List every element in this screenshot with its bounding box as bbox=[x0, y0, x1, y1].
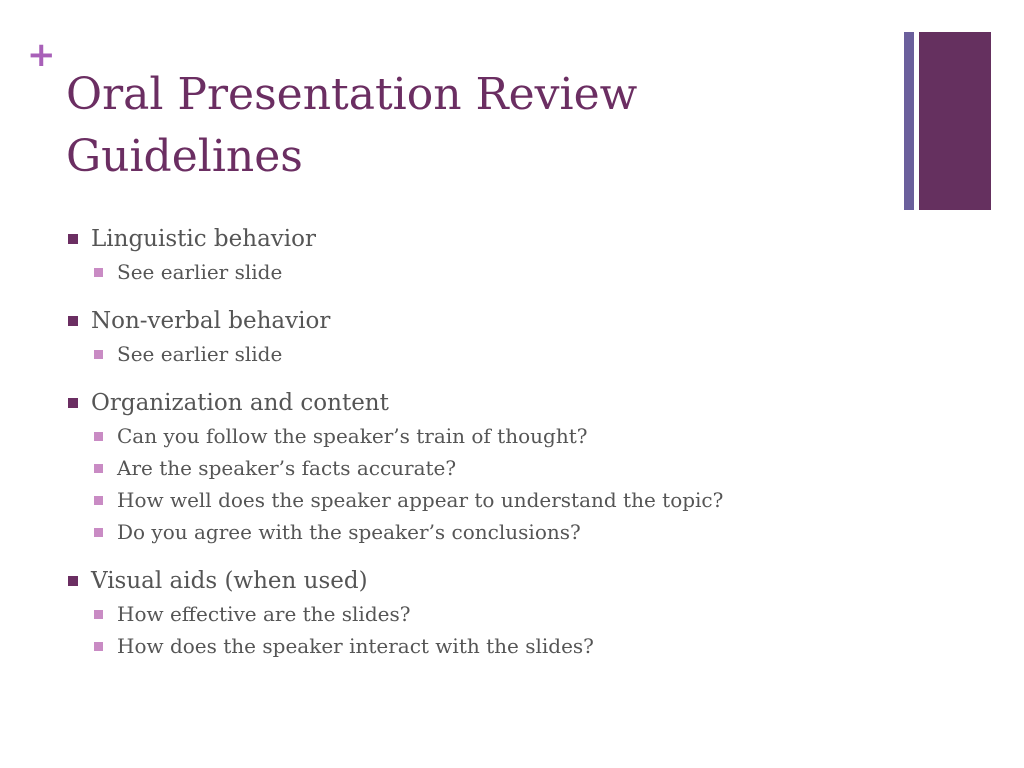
bullet-list bbox=[68, 222, 948, 678]
level2-text: Are the speaker’s facts accurate? bbox=[117, 456, 457, 480]
plus-icon: + bbox=[27, 35, 56, 75]
level1-text: Linguistic behavior bbox=[91, 226, 316, 252]
section-visual-aids bbox=[68, 564, 948, 662]
level2-item bbox=[68, 256, 948, 288]
level1-item bbox=[68, 386, 948, 420]
level1-item bbox=[68, 304, 948, 338]
decorative-thin-bar bbox=[904, 32, 914, 210]
section-non-verbal-behavior bbox=[68, 304, 948, 370]
level2-item bbox=[68, 598, 948, 630]
level1-text: Visual aids (when used) bbox=[91, 568, 368, 594]
square-bullet-icon bbox=[94, 268, 103, 277]
square-bullet-icon bbox=[94, 432, 103, 441]
level1-text: Organization and content bbox=[91, 390, 389, 416]
title-line-2: Guidelines bbox=[66, 131, 303, 182]
square-bullet-icon bbox=[94, 642, 103, 651]
title-line-1: Oral Presentation Review bbox=[66, 69, 638, 120]
section-organization-and-content bbox=[68, 386, 948, 548]
level2-text: How effective are the slides? bbox=[117, 602, 411, 626]
level1-item bbox=[68, 564, 948, 598]
level2-item bbox=[68, 338, 948, 370]
decorative-wide-bar bbox=[919, 32, 991, 210]
square-bullet-icon bbox=[94, 464, 103, 473]
level2-item bbox=[68, 420, 948, 452]
section-linguistic-behavior bbox=[68, 222, 948, 288]
level2-item bbox=[68, 630, 948, 662]
square-bullet-icon bbox=[94, 350, 103, 359]
square-bullet-icon bbox=[68, 316, 78, 326]
level2-text: See earlier slide bbox=[117, 260, 283, 284]
level2-item bbox=[68, 484, 948, 516]
level1-text: Non-verbal behavior bbox=[91, 308, 331, 334]
level2-text: See earlier slide bbox=[117, 342, 283, 366]
square-bullet-icon bbox=[94, 528, 103, 537]
level2-text: How well does the speaker appear to understand the topic? bbox=[117, 488, 724, 512]
square-bullet-icon bbox=[68, 576, 78, 586]
level2-text: Do you agree with the speaker’s conclusions? bbox=[117, 520, 581, 544]
square-bullet-icon bbox=[68, 234, 78, 244]
level2-text: How does the speaker interact with the slides? bbox=[117, 634, 594, 658]
level1-item bbox=[68, 222, 948, 256]
level2-item bbox=[68, 516, 948, 548]
level2-item bbox=[68, 452, 948, 484]
square-bullet-icon bbox=[94, 610, 103, 619]
level2-text: Can you follow the speaker’s train of thought? bbox=[117, 424, 588, 448]
square-bullet-icon bbox=[68, 398, 78, 408]
square-bullet-icon bbox=[94, 496, 103, 505]
slide-title bbox=[66, 64, 826, 188]
